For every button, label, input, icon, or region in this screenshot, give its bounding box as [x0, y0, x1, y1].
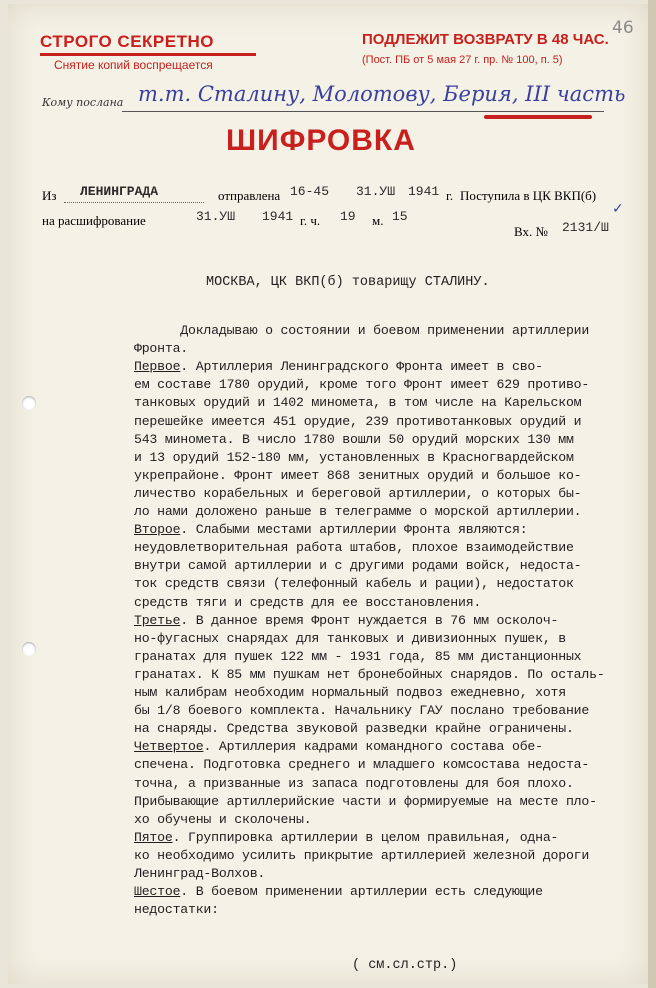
body-line [134, 794, 597, 809]
body-line-text: бы 1/8 боевого комплекта. Начальнику ГАУ послано требование [134, 703, 590, 719]
body-line-text: . Группировка артиллерии в целом правильная, одна- [172, 829, 559, 845]
secrecy-stamp: СТРОГО СЕКРЕТНО [40, 32, 214, 51]
section-heading: Шестое [134, 884, 181, 900]
body-line-text: личество корабельных и береговой артиллерии, о которых бы- [134, 485, 582, 501]
page-number-mark: 46 [612, 18, 634, 38]
decode-date: 31.УШ [196, 209, 236, 224]
body-line [134, 703, 589, 718]
body-line-text: гранатах для пушек 122 мм - 1931 года, 85 мм дистанционных [134, 648, 582, 664]
body-line [134, 866, 265, 881]
body-line-text: и 13 орудий 152-180 мм, установленных в Красногвардейском [134, 449, 574, 465]
return-reference: (Пост. ПБ от 5 мая 27 г. пр. № 100, п. 5) [362, 54, 563, 66]
decode-label: на расшифрование [42, 213, 146, 228]
body-line [134, 341, 188, 356]
decode-hour: 19 [340, 209, 356, 224]
body-line [134, 613, 558, 628]
body-line [134, 540, 574, 555]
red-pencil-underline [484, 115, 592, 119]
sent-year-suffix: г. [446, 188, 454, 203]
body-line [134, 812, 311, 827]
check-mark-icon: ✓ [612, 201, 624, 217]
body-line [134, 323, 589, 338]
body-line-text: . Артиллерия Ленинградского Фронта имеет в сво- [180, 359, 543, 375]
body-line [134, 902, 219, 917]
body-line-text: . В данное время Фронт нуждается в 76 мм осколоч- [180, 612, 559, 628]
punch-hole-top [22, 396, 36, 410]
sent-label: отправлена [218, 188, 281, 203]
body-line [134, 830, 558, 845]
body-line [134, 504, 581, 519]
body-line [134, 739, 543, 754]
decode-year: 1941 [262, 209, 294, 224]
page-edge [648, 0, 656, 988]
from-city: ЛЕНИНГРАДА [80, 184, 159, 199]
from-line [64, 202, 204, 204]
decode-suffix: г. ч. [300, 213, 321, 228]
body-line [134, 631, 566, 646]
body-line [134, 776, 574, 791]
body-line-text: танковых орудий и 1402 миномета, в том числе на Карельском [134, 395, 582, 411]
body-line [134, 721, 574, 736]
from-label: Из [42, 188, 57, 203]
received-label: Поступила в ЦК ВКП(б) [460, 188, 597, 203]
body-line-text: спечена. Подготовка среднего и младшего комсостава недоста- [134, 757, 590, 773]
body-line [134, 757, 589, 772]
return-notice: ПОДЛЕЖИТ ВОЗВРАТУ В 48 ЧАС. [362, 31, 609, 48]
minutes-label: м. [372, 213, 384, 228]
body-line [134, 884, 543, 899]
body-line-text: укрепрайоне. Фронт имеет 868 зенитных орудий и большое ко- [134, 467, 582, 483]
sent-date: 31.УШ [356, 184, 396, 199]
body-line-text: перешейке имеется 451 орудие, 239 противотанковых орудий и [134, 413, 582, 429]
body-line [134, 377, 589, 392]
body-line-text: гранатах. К 85 мм пушкам нет бронебойных снарядов. По осталь- [134, 666, 605, 682]
section-heading: Третье [134, 612, 181, 628]
body-line-text: ток средств связи (телефонный кабель и рации), недостаток [134, 576, 574, 592]
secrecy-underline [40, 53, 256, 56]
body-line-text: внутри самой артиллерии и с другими родами войск, недоста- [134, 558, 582, 574]
body-line-text: Докладываю о состоянии и боевом применении артиллерии [134, 323, 590, 338]
continued-note: ( см.сл.стр.) [352, 958, 458, 973]
body-line-text: ным калибрам необходим нормальный подвоз ежедневно, хотя [134, 685, 566, 700]
greeting: МОСКВА, ЦК ВКП(б) товарищу СТАЛИНУ. [206, 275, 490, 290]
body-line-text: Ленинград-Волхов. [134, 866, 266, 881]
body-line-text: ло нами доложено раньше в телеграмме о морской артиллерии. [134, 504, 582, 519]
body-line-text: . Слабыми местами артиллерии Фронта являются: [180, 522, 528, 538]
body-line [134, 522, 527, 537]
body-line-text: 543 миномета. В число 1780 вошли 50 орудий морских 130 мм [134, 431, 574, 447]
body-line [134, 685, 566, 700]
body-line [134, 432, 574, 447]
addressee-line [122, 111, 604, 112]
body-line [134, 359, 543, 374]
body-line [134, 595, 481, 610]
copy-prohibited-note: Снятие копий воспрещается [54, 58, 213, 72]
body-line-text: Фронта. [134, 341, 188, 357]
addressee-label: Кому послана [42, 96, 124, 109]
section-heading: Четвертое [134, 739, 204, 755]
body-line [134, 395, 581, 410]
body-line-text: на снаряды. Средства звуковой разведки крайне ограничены. [134, 721, 574, 737]
body-line [134, 558, 581, 573]
body-line [134, 667, 605, 682]
body-line [134, 450, 574, 465]
body-line-text: . В боевом применении артиллерии есть следующие [180, 884, 543, 900]
incoming-number: 2131/Ш [562, 220, 609, 235]
sent-year: 1941 [408, 184, 440, 199]
body-line-text: но-фугасных снарядах для танковых и дивизионных пушек, в [134, 630, 566, 646]
addressee-handwritten: т.т. Сталину, Молотову, Берия, III часть [138, 82, 626, 106]
body-line-text: неудовлетворительная работа штабов, плохое взаимодействие [134, 540, 574, 556]
body-line-text: недостатки: [134, 902, 219, 918]
sent-time: 16-45 [290, 184, 330, 199]
body-line [134, 576, 574, 591]
body-line-text: . Артиллерия кадрами командного состава обе- [203, 739, 543, 755]
incoming-label: Вх. № [514, 224, 548, 239]
body-line [134, 486, 581, 501]
body-line-text: средств тяги и средств для ее восстановления. [134, 594, 482, 610]
body-line-text: Прибывающие артиллерийские части и формируемые на месте пло- [134, 793, 597, 809]
body-line [134, 414, 581, 429]
section-heading: Первое [134, 359, 181, 375]
body-line [134, 848, 589, 863]
form-title: ШИФРОВКА [226, 124, 416, 157]
body-line-text: хо обучены и сколочены. [134, 811, 312, 827]
punch-hole-bottom [22, 642, 36, 656]
section-heading: Пятое [134, 829, 173, 845]
body-line-text: ко необходимо усилить прикрытие артиллерией железной дороги [134, 847, 590, 863]
body-line-text: точна, а призванные из запаса подготовлены для боя плохо. [134, 775, 574, 791]
body-line [134, 649, 581, 664]
body-line [134, 468, 581, 483]
section-heading: Второе [134, 522, 181, 538]
decode-minute: 15 [392, 209, 408, 224]
body-line-text: ем составе 1780 орудий, кроме того Фронт имеет 629 противо- [134, 377, 590, 393]
